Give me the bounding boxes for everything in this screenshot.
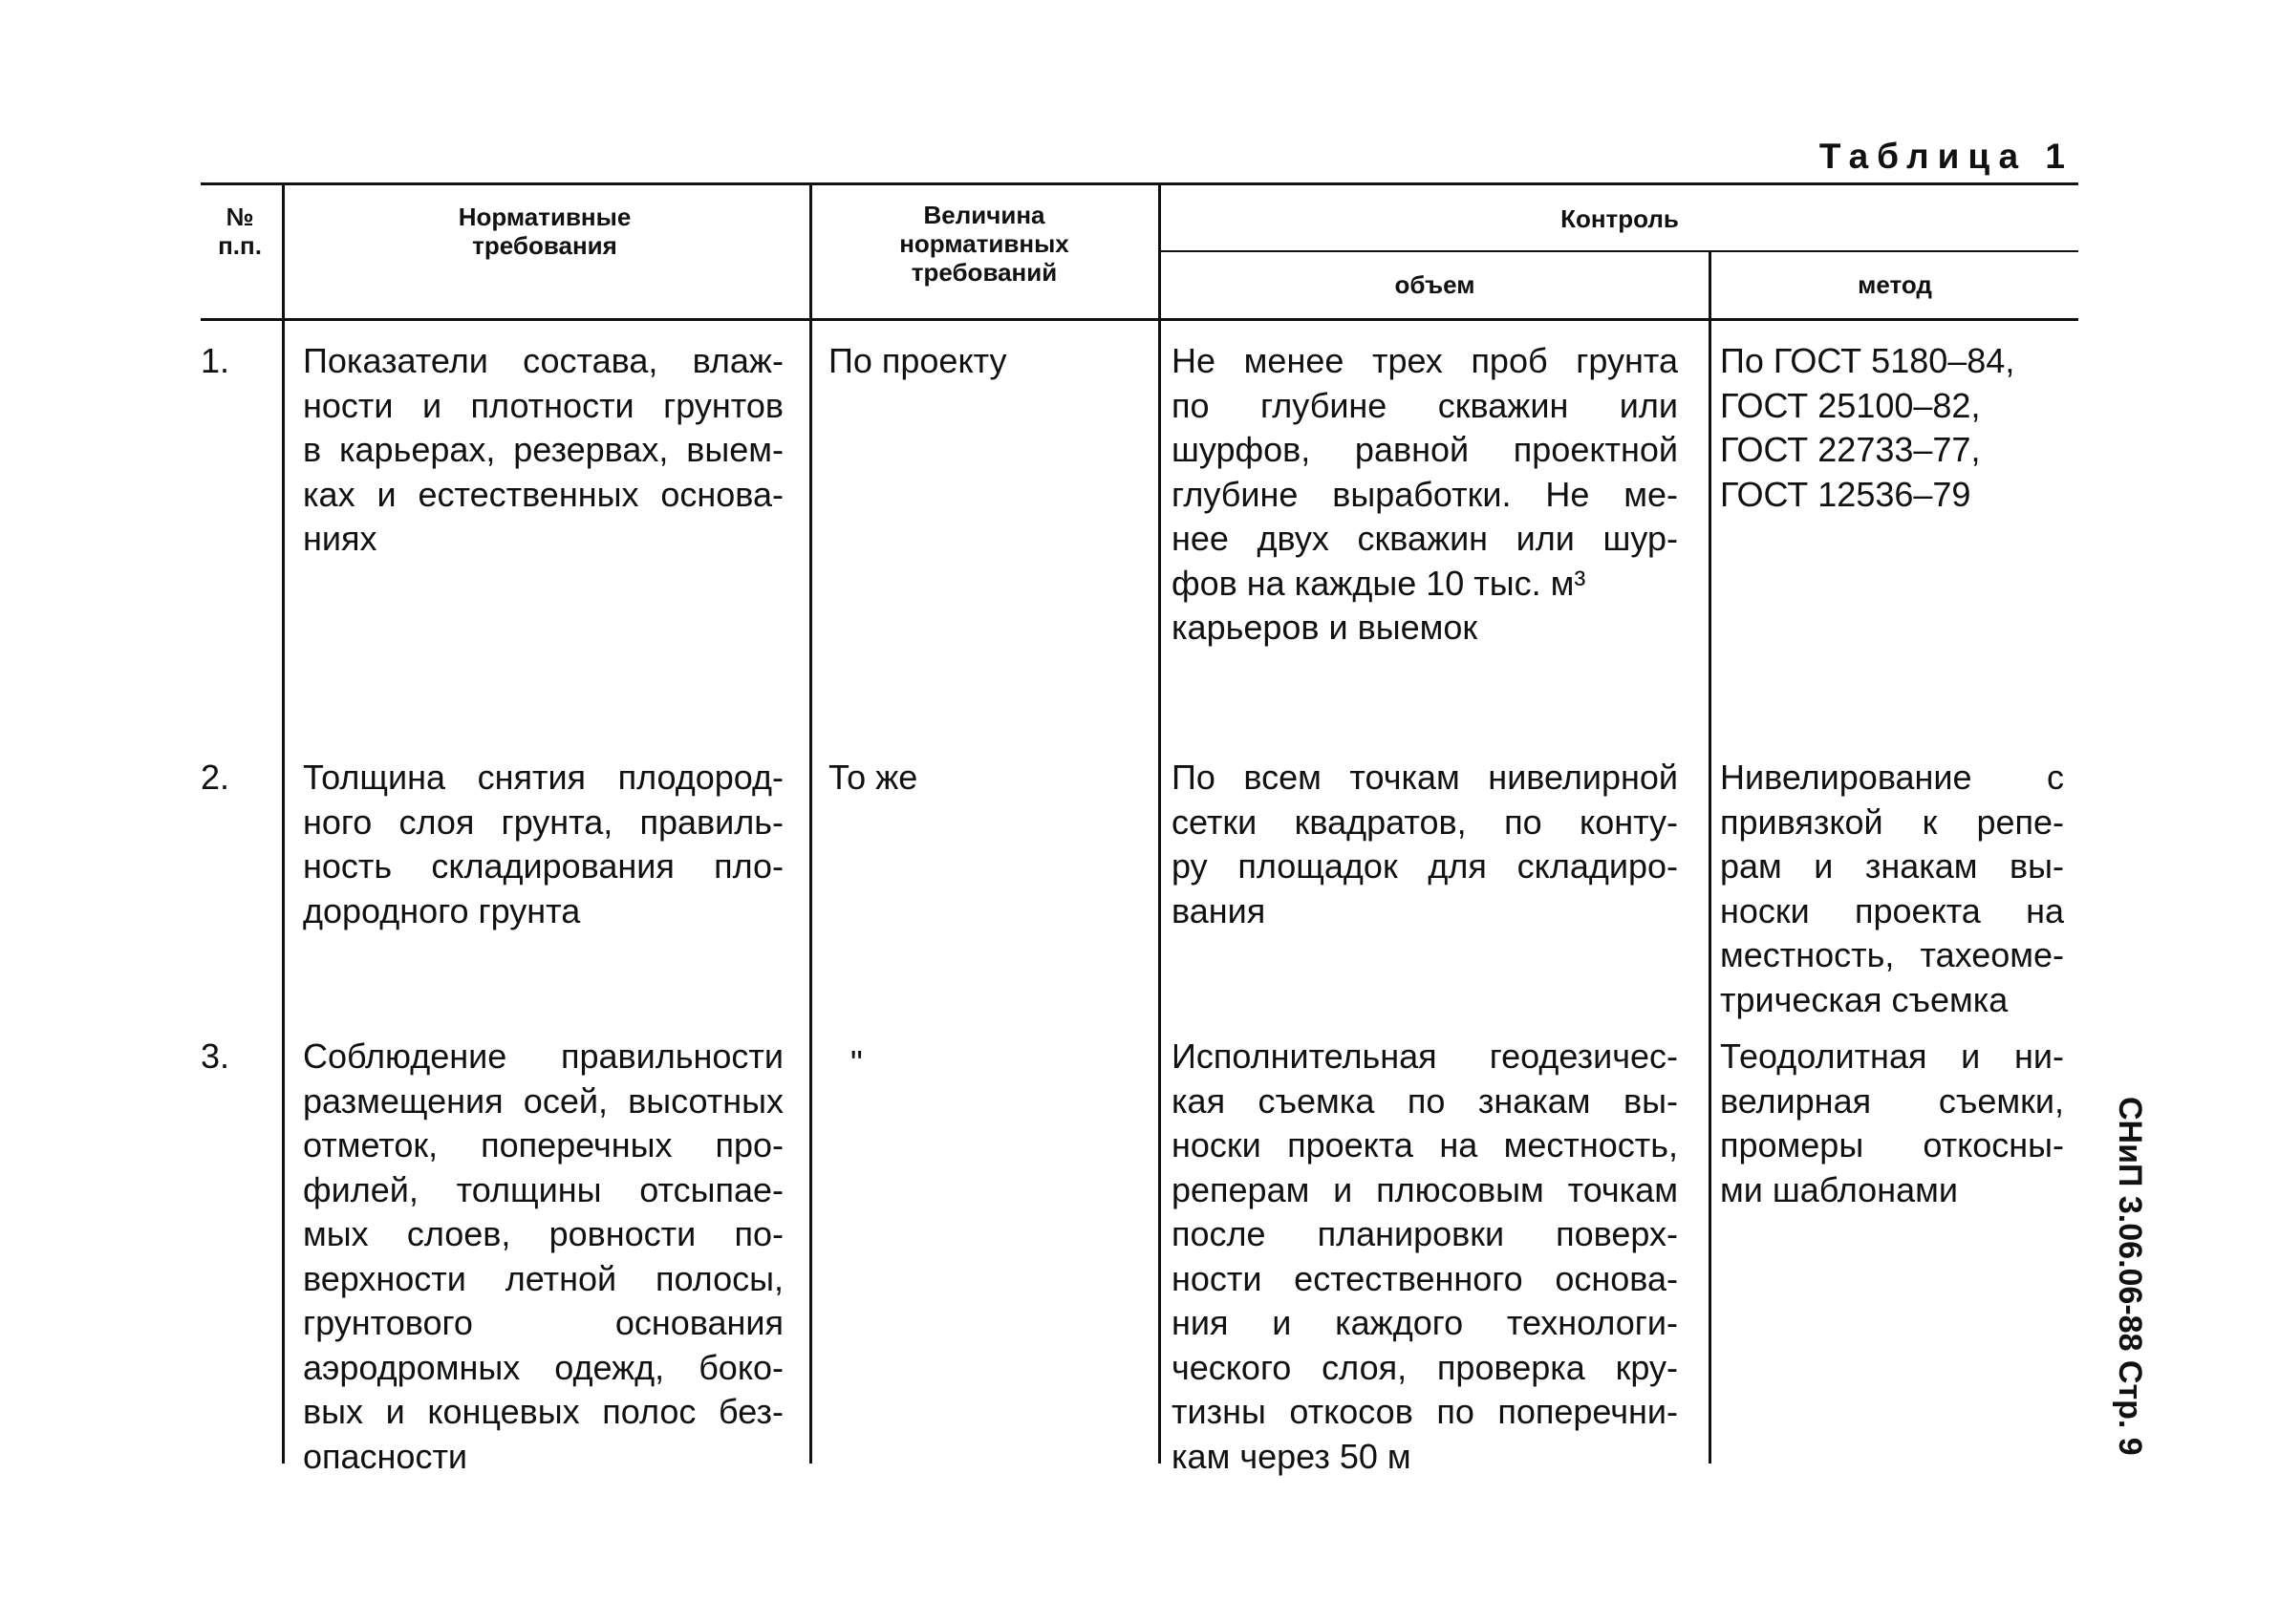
method-line: рам и знакам вы- xyxy=(1720,846,2064,886)
header-control xyxy=(1161,204,2078,233)
method-line: ГОСТ 25100–82, xyxy=(1720,385,1981,425)
header-method xyxy=(1711,270,2078,299)
table-caption: Таблица 1 xyxy=(1818,137,2074,176)
row-num-text: 1. xyxy=(201,341,230,380)
method-line: велирная съемки, xyxy=(1720,1080,2064,1121)
method-line: ми шаблонами xyxy=(1720,1169,1958,1209)
volume-line: тизны откосов по поперечни- xyxy=(1172,1392,1678,1431)
row-2-requirement xyxy=(303,756,784,933)
control-sub-rule xyxy=(1158,250,2078,252)
method-line: носки проекта на xyxy=(1720,890,2064,930)
requirement-line: ного слоя грунта, правиль- xyxy=(303,801,784,842)
requirement-line: Соблюдение правильности xyxy=(303,1036,784,1076)
volume-line: ру площадок для складиро- xyxy=(1172,846,1678,886)
table-top-rule xyxy=(201,182,2078,185)
column-divider-3 xyxy=(1158,183,1161,1464)
volume-line: фов на каждые 10 тыс. м³ xyxy=(1172,563,1586,603)
header-volume-text: объем xyxy=(1394,270,1475,299)
requirement-line: верхности летной полосы, xyxy=(303,1258,784,1298)
column-divider-2 xyxy=(809,183,812,1464)
volume-line: шурфов, равной проектной xyxy=(1172,430,1678,469)
row-num-text: 3. xyxy=(201,1036,230,1076)
requirement-line: дородного грунта xyxy=(303,890,581,930)
value-text: То же xyxy=(828,758,918,797)
value-text: По проекту xyxy=(828,341,1007,380)
header-method-text: метод xyxy=(1858,270,1932,299)
side-page-label-text: СНиП 3.06.06-88 Стр. 9 xyxy=(2112,1097,2148,1456)
column-divider-1 xyxy=(282,183,285,1464)
volume-line: глубине выработки. Не ме- xyxy=(1172,474,1678,514)
requirement-line: опасности xyxy=(303,1436,468,1476)
row-2-num xyxy=(201,756,277,801)
header-value-text: Величина нормативных требований xyxy=(899,201,1069,287)
requirement-line: размещения осей, высотных xyxy=(303,1080,784,1121)
header-requirements-text: Нормативные требования xyxy=(458,203,632,260)
requirement-line: ниях xyxy=(303,519,377,558)
header-value xyxy=(865,201,1104,287)
method-line: ГОСТ 22733–77, xyxy=(1720,430,1981,469)
requirement-line: ках и естественных основа- xyxy=(303,474,784,514)
volume-line: нее двух скважин или шур- xyxy=(1172,519,1678,558)
row-3-num xyxy=(201,1035,277,1079)
requirement-line: ности и плотности грунтов xyxy=(303,385,784,425)
volume-line: Не менее трех проб грунта xyxy=(1172,341,1678,380)
requirement-line: мых слоев, ровности по- xyxy=(303,1214,784,1253)
row-3-requirement xyxy=(303,1035,784,1479)
requirement-line: грунтового основания xyxy=(303,1303,784,1342)
row-1-requirement xyxy=(303,339,784,562)
volume-line: реперам и плюсовым точкам xyxy=(1172,1169,1678,1209)
volume-line: сетки квадратов, по конту- xyxy=(1172,801,1678,842)
requirement-line: аэродромных одежд, боко- xyxy=(303,1347,784,1387)
row-2-method xyxy=(1720,756,2064,1022)
row-3-method xyxy=(1720,1035,2064,1212)
volume-line: вания xyxy=(1172,890,1266,930)
value-ditto-mark: " xyxy=(850,1043,863,1082)
volume-line: ности естественного основа- xyxy=(1172,1258,1678,1298)
row-3-volume xyxy=(1172,1035,1678,1479)
requirement-line: филей, толщины отсыпае- xyxy=(303,1169,784,1209)
volume-line: ния и каждого технологи- xyxy=(1172,1303,1678,1342)
row-2-value xyxy=(828,756,1144,801)
volume-line: кая съемка по знакам вы- xyxy=(1172,1080,1678,1121)
method-line: Нивелирование с xyxy=(1720,758,2064,797)
row-1-method xyxy=(1720,339,2064,517)
requirement-line: отметок, поперечных про- xyxy=(303,1125,784,1165)
row-3-value xyxy=(850,1041,965,1086)
header-num xyxy=(201,203,279,260)
header-volume xyxy=(1161,270,1709,299)
column-divider-4 xyxy=(1709,250,1711,1464)
requirement-line: в карьерах, резервах, выем- xyxy=(303,430,784,469)
method-line: привязкой к репе- xyxy=(1720,801,2064,842)
row-1-value xyxy=(828,339,1144,384)
method-line: Теодолитная и ни- xyxy=(1720,1036,2064,1076)
requirement-line: Толщина снятия плодород- xyxy=(303,758,784,797)
volume-line: ческого слоя, проверка кру- xyxy=(1172,1347,1678,1387)
method-line: По ГОСТ 5180–84, xyxy=(1720,341,2015,380)
volume-line: карьеров и выемок xyxy=(1172,608,1478,647)
volume-line: По всем точкам нивелирной xyxy=(1172,758,1678,797)
row-2-volume xyxy=(1172,756,1678,933)
volume-line: носки проекта на местность, xyxy=(1172,1125,1678,1165)
requirement-line: ность складирования пло- xyxy=(303,846,784,886)
method-line: трическая съемка xyxy=(1720,979,2009,1019)
method-line: местность, тахеоме- xyxy=(1720,935,2064,974)
method-line: ГОСТ 12536–79 xyxy=(1720,474,1971,514)
volume-line: кам через 50 м xyxy=(1172,1436,1411,1476)
volume-line: по глубине скважин или xyxy=(1172,385,1678,425)
header-num-text: № п.п. xyxy=(218,203,262,260)
header-bottom-rule xyxy=(201,318,2078,321)
requirement-line: вых и концевых полос без- xyxy=(303,1392,784,1431)
requirement-line: Показатели состава, влаж- xyxy=(303,341,784,380)
volume-line: после планировки поверх- xyxy=(1172,1214,1678,1253)
header-requirements xyxy=(401,203,688,260)
header-control-text: Контроль xyxy=(1560,204,1679,233)
volume-line: Исполнительная геодезичес- xyxy=(1172,1036,1678,1076)
row-num-text: 2. xyxy=(201,758,230,797)
method-line: промеры откосны- xyxy=(1720,1125,2064,1165)
row-1-volume xyxy=(1172,339,1678,651)
row-1-num xyxy=(201,339,277,384)
